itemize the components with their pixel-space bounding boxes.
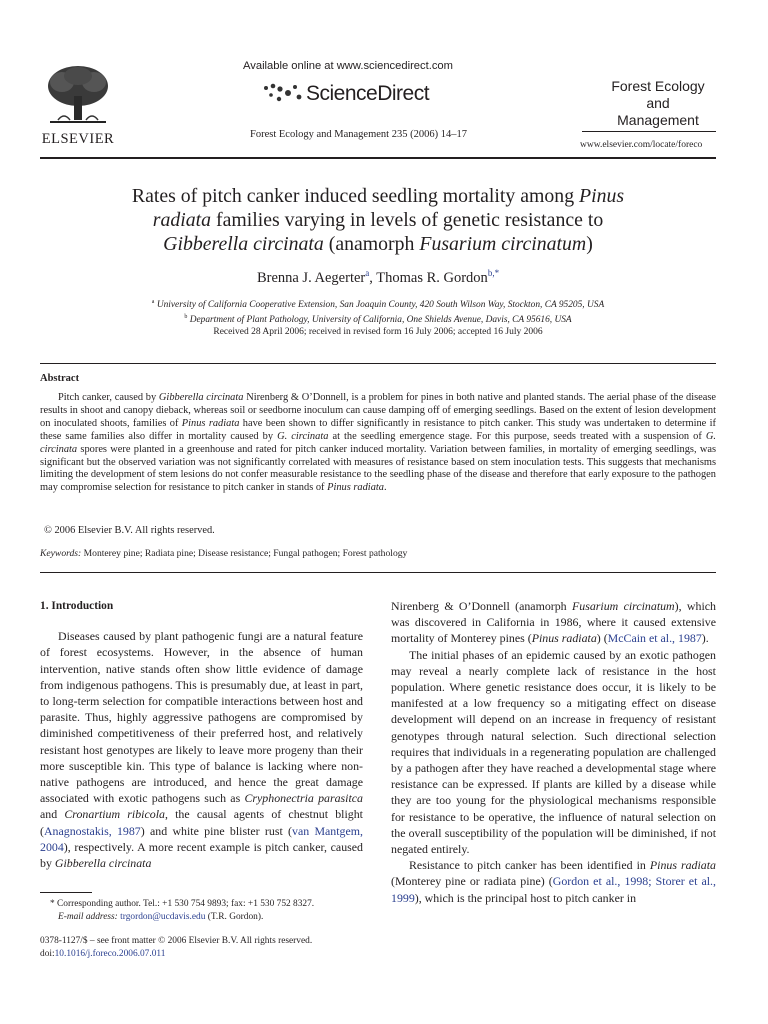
journal-title-line-3: Management bbox=[617, 112, 699, 128]
keywords-text: Monterey pine; Radiata pine; Disease resistance; Fungal pathogen; Forest pathology bbox=[83, 548, 408, 559]
sciencedirect-logo bbox=[262, 78, 462, 108]
email-link[interactable]: trgordon@ucdavis.edu bbox=[120, 911, 206, 922]
issn-line: 0378-1127/$ – see front matter © 2006 Elsevier B.V. All rights reserved. bbox=[40, 936, 313, 946]
corresponding-author: * Corresponding author. Tel.: +1 530 754 9893; fax: +1 530 752 8327. bbox=[50, 899, 315, 909]
footnote-rule bbox=[40, 892, 92, 893]
publisher-name: ELSEVIER bbox=[41, 131, 115, 147]
citation-line: Forest Ecology and Management 235 (2006) 14–17 bbox=[250, 129, 467, 140]
abstract-heading: Abstract bbox=[40, 373, 80, 384]
email-line: E-mail address: trgordon@ucdavis.edu (T.R. Gordon). bbox=[58, 911, 264, 922]
journal-title-line-1: Forest Ecology bbox=[611, 78, 705, 94]
keywords bbox=[40, 548, 407, 559]
article-title: Rates of pitch canker induced seedling mortality among Pinus radiata families varying in levels of genetic resistance to Gibberella circinata (anamorph Fusarium circinatum) bbox=[131, 185, 625, 255]
elsevier-tree-icon bbox=[38, 62, 118, 126]
ref-anagnostakis-1987[interactable]: Anagnostakis, 1987 bbox=[43, 823, 141, 838]
elsevier-logo bbox=[38, 62, 118, 147]
intro-paragraph-cont: Nirenberg & O’Donnell (anamorph Fusarium circinatum), which was discovered in California in 1986, where it caused extensive mortality of Monterey pines (Pinus radiata) (McCain et al., 1987). bbox=[391, 599, 716, 646]
journal-url[interactable]: www.elsevier.com/locate/foreco bbox=[580, 140, 703, 150]
intro-paragraph-1: Diseases caused by plant pathogenic fungi are a natural feature of forest ecosystems. However, in the absence of human intervention, native stands often show little evidence of damage from indigenous pathogens. This is presumably due, at least in part, to long-term selection for compatible interactions between host and parasite. Thus, highly aggressive pathogens are compromised by diminished competitiveness of their preferred host, and relatively resistant host genotypes are likely to leave more progeny than their more susceptible kin. This type of balance is lacking where non-native pathogens are introduced, and hence the great damage associated with exotic pathogens such as Cryphonectria parasitca and Cronartium ribicola, the causal agents of chestnut blight (Anagnostakis, 1987) and white pine blister rust (van Mantgem, 2004), respectively. A more recent example is pitch canker, caused by Gibberella circinata bbox=[40, 629, 363, 871]
doi-link[interactable]: 10.1016/j.foreco.2006.07.011 bbox=[54, 949, 166, 959]
footnote bbox=[50, 898, 370, 923]
abstract-bottom-rule bbox=[40, 572, 716, 573]
journal-title bbox=[598, 78, 718, 129]
sciencedirect-dots-icon bbox=[262, 80, 306, 106]
keywords-label: Keywords: bbox=[40, 548, 82, 559]
author-2-affil-link[interactable]: b,* bbox=[487, 268, 500, 278]
intro-heading: 1. Introduction bbox=[40, 600, 114, 612]
abstract-body: Pitch canker, caused by Gibberella circinata Nirenberg & O’Donnell, is a problem for pines in both native and planted stands. The aerial phase of the disease results in shoot and canopy dieback, whereas soil or seedborne inoculum can cause damping off of emerging seedlings. Based on the extent of lesion development on inoculated shoots, families of Pinus radiata have been shown to differ significantly in resistance to pitch canker. This study was undertaken to determine if these same families also differ in mortality caused by G. circinata at the seedling emergence stage. For this purpose, seeds treated with a suspension of G. circinata spores were planted in a greenhouse and rated for pitch canker induced mortality. Variation between families, in mortality of emerging seedlings, was significant but the observed variation was not significantly correlated with measures of resistance based on stem inoculation tests. This suggests that mechanisms limiting the development of stem lesions do not confer measurable resistance to the seedling phase of the disease and therefore that early exposure to the pathogen may compromise selection for resistance to pitch canker in stands of Pinus radiata. bbox=[40, 392, 717, 494]
left-column bbox=[40, 598, 363, 871]
intro-paragraph-3: Resistance to pitch canker has been identified in Pinus radiata (Monterey pine or radiata pine) (Gordon et al., 1998; Storer et al., 1999), which is the principal host to pitch canker in bbox=[391, 858, 717, 905]
author-1: Brenna J. Aegerter bbox=[256, 269, 366, 286]
footer bbox=[40, 935, 312, 961]
header-rule-right bbox=[582, 131, 716, 132]
affiliations bbox=[40, 296, 716, 326]
affiliation-a: $^a$ University of California Cooperative Extension, San Joaquin County, 420 South Wilson Way, Stockton, CA 95205, USA bbox=[151, 299, 605, 311]
author-2: Thomas R. Gordon bbox=[376, 269, 488, 286]
abstract-copyright: © 2006 Elsevier B.V. All rights reserved. bbox=[44, 525, 215, 536]
available-online: Available online at www.sciencedirect.com bbox=[243, 60, 453, 72]
doi-line: doi:10.1016/j.foreco.2006.07.011 bbox=[40, 949, 166, 959]
journal-title-line-2: and bbox=[646, 95, 670, 111]
sciencedirect-wordmark: ScienceDirect bbox=[306, 82, 430, 105]
author-1-affil-link[interactable]: a bbox=[365, 268, 370, 278]
ref-mccain-1987[interactable]: McCain et al., 1987 bbox=[607, 631, 702, 646]
header-rule bbox=[40, 157, 716, 159]
authors: Brenna J. Aegerter$^a$, Thomas R. Gordon$^{b,*}$ bbox=[256, 268, 500, 286]
ref-gordon-storer[interactable]: Gordon et al., 1998; Storer et al., 1999 bbox=[391, 874, 716, 905]
intro-paragraph-2: The initial phases of an epidemic caused by an exotic pathogen may reveal a nearly complete lack of resistance in the host population. Where genetic resistance does occur, it is likely to be manifested at a low frequency so a mitigating effect on disease development will depend on an increase in frequency of resistant genotypes through natural selection. Such directional selection requires that individuals in a regenerating population are challenged by a pathogen after they have reached a developmental stage where resistance can be expressed. If plants are killed by a disease while they are too young for the physiological mechanisms responsible for resistance to be operative, the influence of natural selection on the overall susceptibility of the population will be diminished, if not negated entirely. bbox=[391, 647, 716, 857]
ref-van-mantgem-2004[interactable]: van Mantgem, 2004 bbox=[40, 823, 363, 854]
affiliation-b: $^b$ Department of Plant Pathology, University of California, One Shields Avenue, Davis, CA 95616, USA bbox=[184, 314, 572, 326]
received-dates: Received 28 April 2006; received in revised form 16 July 2006; accepted 16 July 2006 bbox=[213, 327, 543, 337]
abstract-top-rule bbox=[40, 363, 716, 364]
right-column bbox=[391, 598, 716, 906]
